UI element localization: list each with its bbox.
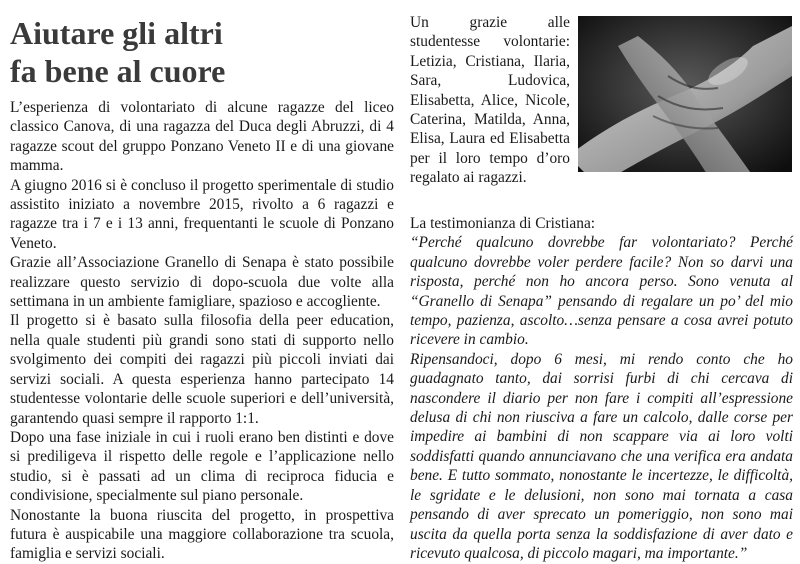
- paragraph: Il progetto si è basato sulla filosofia della peer education, nella quale studenti più grandi sono stati di supporto nello svolgimento dei compiti dei ragazzi più piccoli inviati dai servizi sociali. A questa esperienza hanno partecipato 14 studentesse volontarie delle scuole superiori e dell’università, garantendo quasi sempre il rapporto 1:1.: [10, 312, 394, 427]
- paragraph: Grazie all’Associazione Granello di Senapa è stato possibile realizzare questo servizio di dopo-scuola due volte alla settimana in un ambiente famigliare, spazioso e accogliente.: [10, 254, 394, 311]
- paragraph: L’esperienza di volontariato di alcune ragazze del liceo classico Canova, di una ragazza del Duca degli Abruzzi, di 4 ragazze scout del gruppo Ponzano Veneto II e di una giovane mamma.: [10, 99, 394, 175]
- left-column: [10, 98, 394, 564]
- thanks-box: [410, 13, 570, 188]
- title-line-1: Aiutare gli altri: [10, 15, 223, 51]
- testimony-heading: La testimonianza di Cristiana:: [410, 215, 596, 232]
- clasped-hands-photo: [578, 16, 792, 172]
- article-title: [10, 14, 225, 90]
- paragraph: Nonostante la buona riuscita del progetto, in prospettiva futura è auspicabile una maggiore collaborazione tra scuola, famiglia e servizi sociali.: [10, 506, 394, 563]
- paragraph: A giugno 2016 si è concluso il progetto sperimentale di studio assistito iniziato a novembre 2015, rivolto a 6 ragazzi e ragazze tra i 7 e i 13 anni, frequentanti le scuole di Ponzano Veneto.: [10, 176, 394, 252]
- paragraph: Dopo una fase iniziale in cui i ruoli erano ben distinti e dove si prediligeva il rispetto delle regole e l’applicazione nello studio, si è passati ad un clima di reciproca fiducia e condivisione, specialmente sul piano personale.: [10, 428, 394, 505]
- thanks-text: Un grazie alle studentesse volontarie: Letizia, Cristiana, Ilaria, Sara, Ludovica, Elisabetta, Alice, Nicole, Caterina, Matilda, Anna, Elisa, Laura ed Elisabetta per il loro tempo d’oro regalato ai ragazzi.: [410, 14, 570, 187]
- hands-image: [578, 16, 792, 172]
- quote-paragraph: “Perché qualcuno dovrebbe far volontariato? Perché qualcuno dovrebbe voler perdere facile? Non so darvi una risposta, perché non ho ancora perso. Sono venuta al “Granello di Senapa” pensando di regalare un po’ del mio tempo, pazienza, ascolto…senza pensare a cosa avrei potuto ricevere in cambio.: [410, 234, 793, 349]
- testimony-section: [410, 214, 793, 563]
- title-line-2: fa bene al cuore: [10, 53, 226, 89]
- quote-paragraph: Ripensandoci, dopo 6 mesi, mi rendo conto che ho guadagnato tanto, dai sorrisi furbi di chi cercava di nascondere il diario per non fare i compiti all’espressione delusa di chi non riusciva a fare un calcolo, dalle corse per impedire ai bambini di non scappare via ai loro volti soddisfatti quando annunciavano che una verifica era andata bene. E tutto sommato, nonostante le incertezze, le difficoltà, le sgridate e le delusioni, non sono mai tornata a casa pensando di aver sprecato un pomeriggio, non sono mai uscita da quella porta senza la soddisfazione di aver dato e ricevuto qualcosa, di piccolo magari, ma importante.”: [410, 350, 793, 562]
